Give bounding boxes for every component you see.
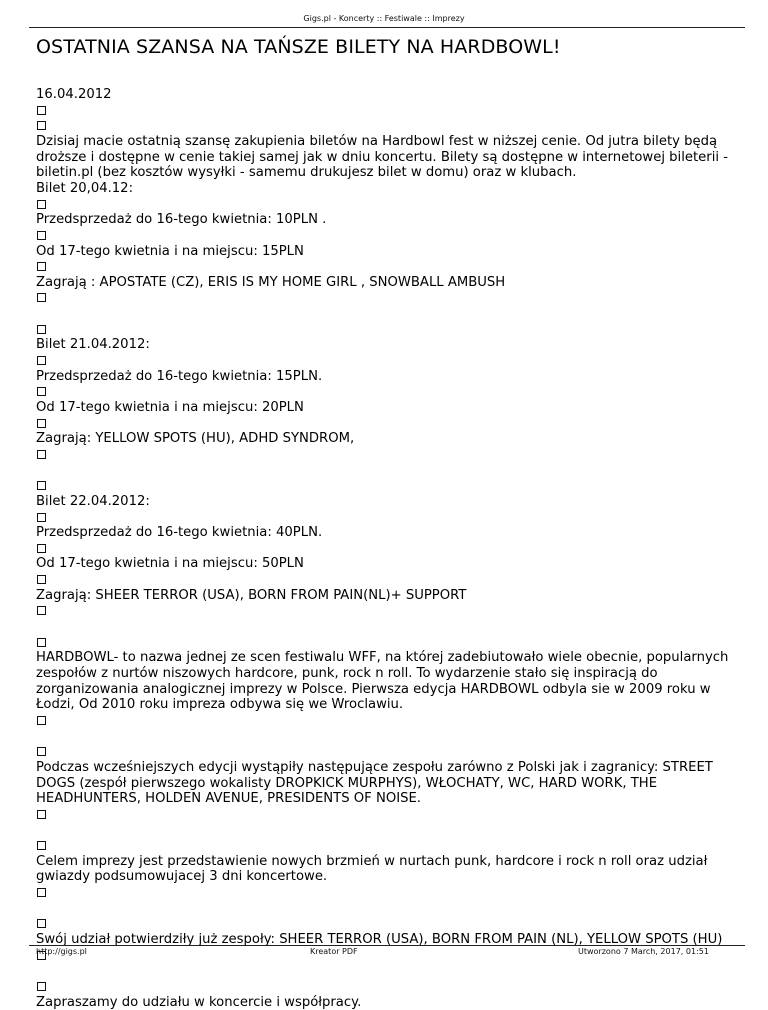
- missing-glyph-icon: [37, 325, 46, 334]
- missing-glyph-icon: [37, 716, 46, 725]
- confirmed-bands-paragraph: Swój udział potwierdziły już zespoły: SHEER TERROR (USA), BORN FROM PAIN (NL), YELLOW SPOTS (HU): [36, 931, 723, 947]
- missing-glyph-icon: [37, 200, 46, 209]
- missing-glyph-icon: [37, 419, 46, 428]
- missing-glyph-icon: [37, 450, 46, 459]
- footer-divider: [29, 945, 745, 946]
- article-date: 16.04.2012: [36, 87, 112, 102]
- about-paragraph: HARDBOWL- to nazwa jednej ze scen festiwalu WFF, na której zadebiutowało wiele obecnie, popularnych zespołów z nurtów niszowych hardcore, punk, rock n roll. To wydarzenie stało się inspiracją do zorganizowania analogicznej imprezy w Polsce. Pierwsza edycja HARDBOWL odbyla sie w 2009 roku w Łodzi, Od 2010 roku impreza odbywa się we Wroclawiu.: [36, 650, 729, 713]
- missing-glyph-icon: [37, 919, 46, 928]
- missing-glyph-icon: [37, 231, 46, 240]
- ticket-day2-bands: Zagrają: YELLOW SPOTS (HU), ADHD SYNDROM,: [36, 431, 355, 447]
- missing-glyph-icon: [37, 606, 46, 615]
- ticket-day2-door: Od 17-tego kwietnia i na miejscu: 20PLN: [36, 399, 304, 415]
- ticket-day3-door: Od 17-tego kwietnia i na miejscu: 50PLN: [36, 556, 304, 572]
- missing-glyph-icon: [37, 121, 46, 130]
- missing-glyph-icon: [37, 262, 46, 271]
- ticket-day1-door: Od 17-tego kwietnia i na miejscu: 15PLN: [36, 243, 304, 259]
- missing-glyph-icon: [37, 544, 46, 553]
- ticket-day1-heading: Bilet 20,04.12:: [36, 180, 134, 196]
- footer-generator: Kreator PDF: [310, 947, 358, 956]
- ticket-day2-presale: Przedsprzedaż do 16-tego kwietnia: 15PLN.: [36, 368, 323, 384]
- page-header: Gigs.pl - Koncerty :: Festiwale :: Imprezy: [303, 14, 465, 23]
- missing-glyph-icon: [37, 513, 46, 522]
- goal-paragraph: Celem imprezy jest przedstawienie nowych brzmień w nurtach punk, hardcore i rock n roll oraz udział gwiazdy podsumowujacej 3 dni koncertowe.: [36, 853, 708, 885]
- ticket-day3-bands: Zagrają: SHEER TERROR (USA), BORN FROM PAIN(NL)+ SUPPORT: [36, 587, 467, 603]
- ticket-day1-bands: Zagrają : APOSTATE (CZ), ERIS IS MY HOME GIRL , SNOWBALL AMBUSH: [36, 274, 506, 290]
- missing-glyph-icon: [37, 810, 46, 819]
- history-paragraph: Podczas wcześniejszych edycji wystąpiły następujące zespołu zarówno z Polski jak i zagranicy: STREET DOGS (zespół pierwszego wokalisty DROPKICK MURPHYS), WŁOCHATY, WC, HARD WORK, THE HEADHUNTERS, HOLDEN AVENUE, PRESIDENTS OF NOISE.: [36, 759, 713, 807]
- missing-glyph-icon: [37, 982, 46, 991]
- footer-url[interactable]: http://gigs.pl: [36, 947, 87, 956]
- ticket-day3-presale: Przedsprzedaż do 16-tego kwietnia: 40PLN.: [36, 525, 323, 541]
- missing-glyph-icon: [37, 888, 46, 897]
- intro-paragraph: Dzisiaj macie ostatnią szansę zakupienia biletów na Hardbowl fest w niższej cenie. Od jutra bilety będą droższe i dostępne w cenie takiej samej jak w dniu koncertu. Bilety są dostępne w internetowej bileterii - biletin.pl (bez kosztów wysyłki - samemu drukujesz bilet w domu) oraz w klubach.: [36, 133, 728, 181]
- missing-glyph-icon: [37, 638, 46, 647]
- missing-glyph-icon: [37, 481, 46, 490]
- missing-glyph-icon: [37, 356, 46, 365]
- missing-glyph-icon: [37, 575, 46, 584]
- ticket-day3-heading: Bilet 22.04.2012:: [36, 493, 150, 509]
- missing-glyph-icon: [37, 747, 46, 756]
- article-title: OSTATNIA SZANSA NA TAŃSZE BILETY NA HARDBOWL!: [36, 36, 561, 58]
- missing-glyph-icon: [37, 106, 46, 115]
- missing-glyph-icon: [37, 841, 46, 850]
- invite-line: Zapraszamy do udziału w koncercie i współpracy.: [36, 994, 362, 1010]
- header-divider: [29, 27, 745, 28]
- article-body: [36, 87, 736, 1010]
- missing-glyph-icon: [37, 387, 46, 396]
- ticket-day2-heading: Bilet 21.04.2012:: [36, 337, 150, 353]
- ticket-day1-presale: Przedsprzedaż do 16-tego kwietnia: 10PLN .: [36, 212, 327, 228]
- missing-glyph-icon: [37, 293, 46, 302]
- footer-created: Utworzono 7 March, 2017, 01:51: [578, 947, 709, 956]
